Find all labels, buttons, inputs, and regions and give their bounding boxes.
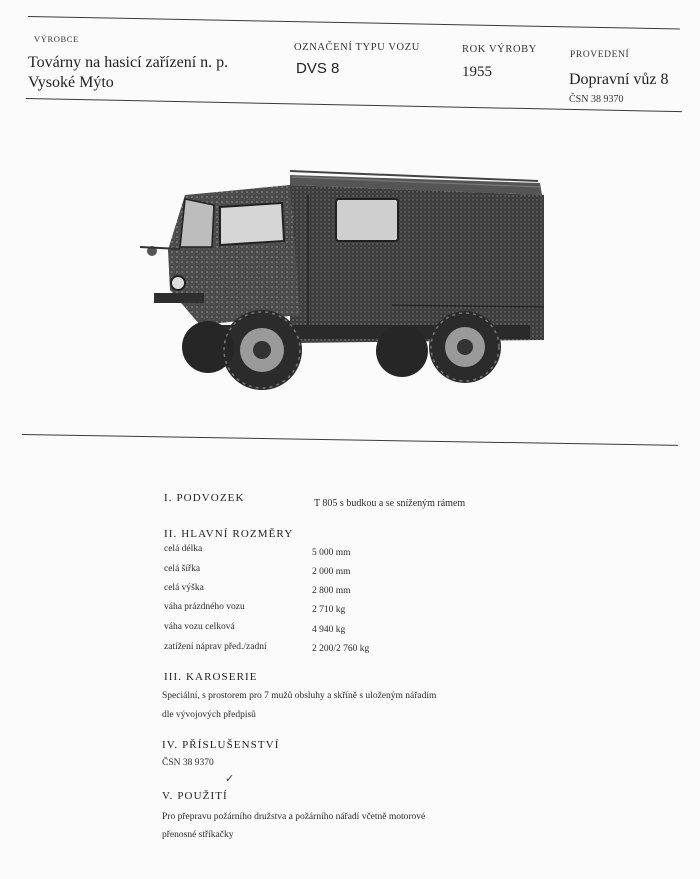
dimension-row-label-6: zatížení náprav před./zadní [164, 642, 267, 652]
dimension-row-value-4: 2 710 kg [312, 605, 346, 615]
dimension-row-value-2: 2 000 mm [312, 567, 351, 577]
manufacturer-label: VÝROBCE [34, 34, 79, 44]
pen-mark-icon: ✓ [225, 773, 235, 785]
type-label: OZNAČENÍ TYPU VOZU [294, 42, 420, 53]
fire-truck-illustration-icon [140, 155, 552, 400]
dimension-row-value-3: 2 800 mm [312, 586, 351, 596]
type-value: DVS 8 [296, 60, 340, 77]
year-label: ROK VÝROBY [462, 44, 537, 55]
manufacturer-name-line2: Vysoké Mýto [28, 74, 114, 91]
dimension-row-label-2: celá šířka [164, 564, 201, 574]
section-4-value: ČSN 38 9370 [162, 758, 214, 768]
section-3-line-2: dle vývojových předpisů [162, 710, 256, 720]
section-3-line-1: Speciální, s prostorem pro 7 mužů obsluhy a skříně s uloženým nářadím [162, 691, 437, 701]
header-top-rule [28, 16, 680, 30]
section-2-title: II. HLAVNÍ ROZMĚRY [164, 528, 294, 540]
section-1-value: T 805 s budkou a se sníženým rámem [314, 498, 466, 509]
variant-value: Dopravní vůz 8 [569, 71, 669, 88]
year-value: 1955 [462, 64, 492, 80]
variant-standard: ČSN 38 9370 [569, 94, 624, 105]
section-5-title: V. POUŽITÍ [162, 790, 228, 802]
section-divider-rule [22, 434, 678, 446]
dimension-row-label-4: váha prázdného vozu [164, 602, 245, 612]
dimension-row-value-6: 2 200/2 760 kg [312, 644, 370, 654]
variant-label: PROVEDENÍ [570, 50, 630, 60]
section-3-title: III. KAROSERIE [164, 671, 258, 683]
dimension-row-label-3: celá výška [164, 583, 204, 593]
section-5-line-2: přenosné stříkačky [162, 830, 234, 840]
section-5-line-1: Pro přepravu požárního družstva a požárního nářadí včetně motorové [162, 812, 426, 822]
rear-wheel [429, 311, 501, 383]
section-4-title: IV. PŘÍSLUŠENSTVÍ [162, 739, 280, 751]
dimension-row-label-1: celá délka [164, 544, 203, 554]
dimension-row-value-1: 5 000 mm [312, 548, 351, 558]
front-wheel [222, 310, 302, 390]
manufacturer-name-line1: Továrny na hasicí zařízení n. p. [28, 54, 229, 71]
dimension-row-label-5: váha vozu celková [164, 622, 235, 632]
dimension-row-value-5: 4 940 kg [312, 625, 346, 635]
section-1-title: I. PODVOZEK [164, 492, 245, 504]
